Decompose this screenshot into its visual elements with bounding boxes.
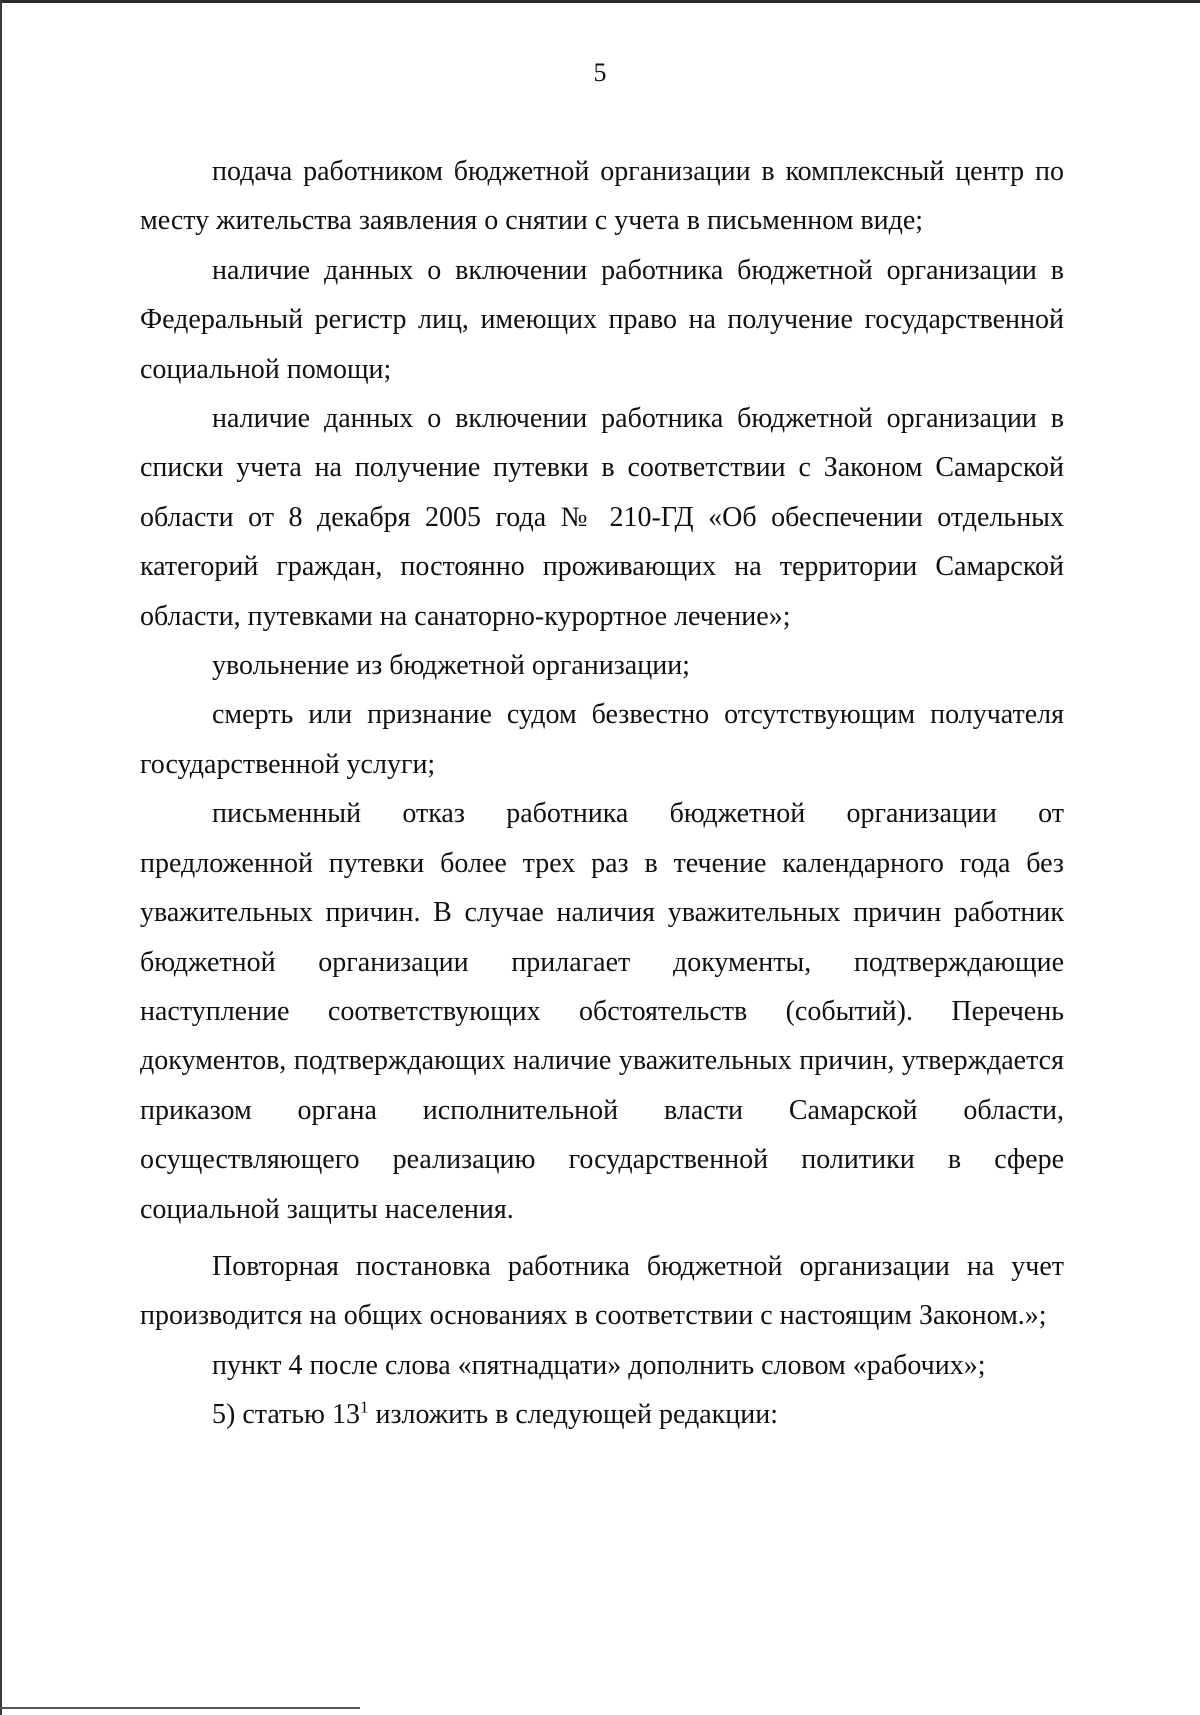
paragraph-deregistration-application: подача работником бюджетной организации в комплексный центр по месту жительства заявления о снятии с учета в письменном виде; [140,156,1064,237]
paragraph-voucher-lists: наличие данных о включении работника бюджетной организации в списки учета на получение путевки в соответствии с Законом Самарской области от 8 декабря 2005 года № 210-ГД «Об обеспечении отдельных категорий граждан, постоянно проживающих на территории Самарской области, путевками на санаторно-курортное лечение»; [140,403,1064,632]
paragraph-point-4-amendment: пункт 4 после слова «пятнадцати» дополнить словом «рабочих»; [212,1349,986,1381]
article-suffix: изложить в следующей редакции: [368,1399,779,1431]
paragraph-federal-register: наличие данных о включении работника бюджетной организации в Федеральный регистр лиц, имеющих право на получение государственной социальной помощи; [140,254,1064,385]
scan-edge-bottom [0,1707,360,1709]
paragraph-written-refusal: письменный отказ работника бюджетной организации от предложенной путевки более трех раз в течение календарного года без уважительных причин. В случае наличия уважительных причин работник бюджетной организации прилагает документы, подтверждающие наступление соответствующих обстоятельств (событий). Перечень документов, подтверждающих наличие уважительных причин, утверждается приказом органа исполнительной власти Самарской области, осуществляющего реализацию государственной политики в сфере социальной защиты населения. [140,798,1064,1225]
paragraph-dismissal: увольнение из бюджетной организации; [212,650,690,682]
scan-edge-top [0,0,1200,3]
paragraph-death-or-missing: смерть или признание судом безвестно отсутствующим получателя государственной услуги; [140,699,1064,780]
scan-edge-left [0,0,2,1715]
paragraph-article-13-1 [140,1390,1064,1439]
article-prefix: 5) статью 13 [212,1399,360,1431]
document-body [140,147,1064,1440]
paragraph-reregistration: Повторная постановка работника бюджетной организации на учет производится на общих основаниях в соответствии с настоящим Законом.»; [140,1250,1064,1332]
page-number: 5 [593,58,607,87]
article-superscript: 1 [359,1397,369,1417]
